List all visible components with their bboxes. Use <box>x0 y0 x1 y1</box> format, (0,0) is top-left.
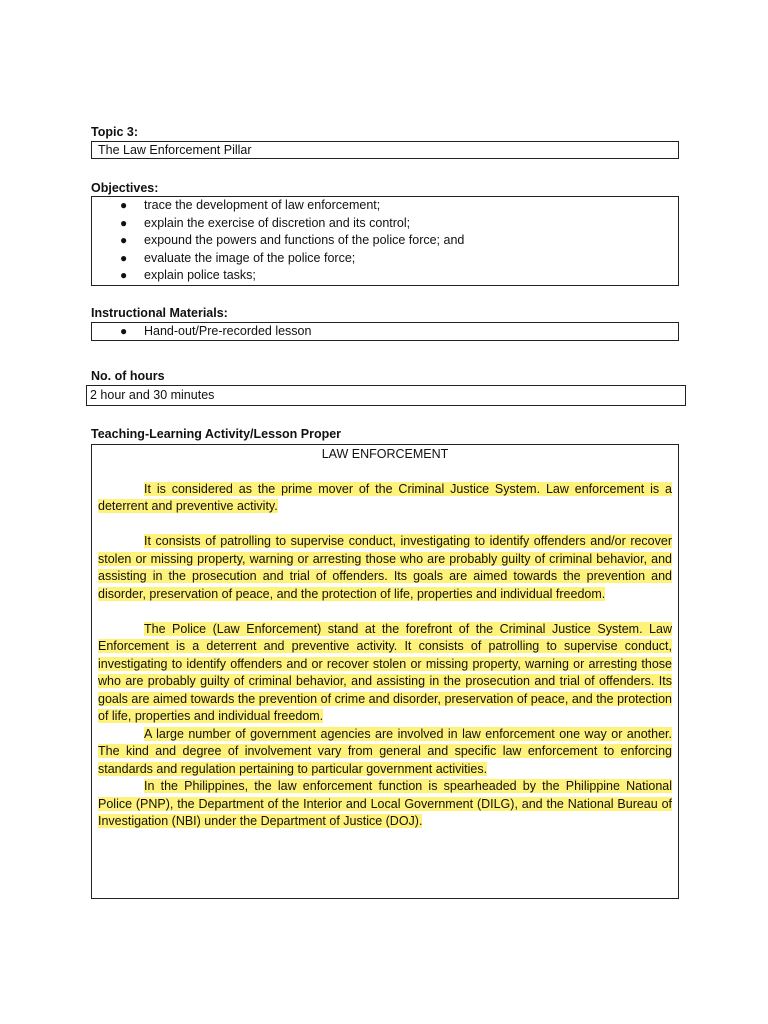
lesson-paragraph-2 <box>98 533 672 603</box>
highlighted-text: The Police (Law Enforcement) stand at the forefront of the Criminal Justice System. Law Enforcement is a deterrent and preventive activity. It consists of patrolling to supervise conduct, investigating to identify offenders and or recover stolen or missing property, warning or arresting those who are probably guilty of criminal behavior, and assisting in the prosecution and trial of offenders. Its goals are aimed towards the prevention of crime and disorder, preservation of peace, and the protection of life, properties and individual freedom. <box>98 621 672 723</box>
highlighted-text: It is considered as the prime mover of the Criminal Justice System. Law enforcement is a deterrent and preventive activity. <box>98 481 672 513</box>
bullet-icon: ● <box>120 233 128 247</box>
highlighted-text: In the Philippines, the law enforcement function is spearheaded by the Philippine National Police (PNP), the Department of the Interior and Local Government (DILG), and the National Bureau of Investigation (NBI) under the Department of Justice (DOJ). <box>98 779 672 828</box>
list-item <box>92 197 678 215</box>
lesson-heading: LAW ENFORCEMENT <box>321 447 449 461</box>
hours-value: 2 hour and 30 minutes <box>90 388 215 402</box>
objective-text: explain the exercise of discretion and its control; <box>144 215 411 230</box>
bullet-icon: ● <box>120 215 128 230</box>
lesson-box <box>91 444 679 899</box>
highlighted-text: A large number of government agencies are involved in law enforcement one way or another. The kind and degree of involvement vary from general and specific law enforcement to enforcing standards and regulation pertaining to particular government activities. <box>98 726 672 776</box>
objective-text: trace the development of law enforcement; <box>144 198 381 212</box>
materials-box <box>91 322 679 341</box>
bullet-icon: ● <box>120 268 128 282</box>
topic-label: Topic 3: <box>91 125 138 139</box>
highlighted-text: It consists of patrolling to supervise conduct, investigating to identify offenders and/or recover stolen or missing property, warning or arresting those who are probably guilty of criminal behavior, and assisting in the prosecution and trial of offenders. Its goals are aimed towards the prevention and disorder, preservation of peace, and the protection of life, properties and individual freedom. <box>98 534 672 601</box>
lesson-paragraph-5 <box>98 778 672 831</box>
topic-box <box>91 141 679 159</box>
lesson-paragraph-4 <box>98 726 672 779</box>
list-item <box>92 232 678 250</box>
materials-label: Instructional Materials: <box>91 306 228 320</box>
objective-text: expound the powers and functions of the police force; and <box>144 233 465 247</box>
bullet-icon: ● <box>120 250 128 265</box>
objectives-box <box>91 196 679 286</box>
objective-text: explain police tasks; <box>144 268 256 282</box>
material-text: Hand-out/Pre-recorded lesson <box>144 324 312 338</box>
bullet-icon: ● <box>120 198 128 212</box>
list-item <box>92 215 678 233</box>
list-item <box>92 267 678 285</box>
list-item <box>92 323 678 341</box>
materials-list <box>92 323 678 341</box>
topic-value: The Law Enforcement Pillar <box>98 143 252 157</box>
bullet-icon: ● <box>120 324 128 338</box>
lesson-paragraph-1 <box>98 481 672 516</box>
objective-text: evaluate the image of the police force; <box>144 250 356 265</box>
lesson-label: Teaching-Learning Activity/Lesson Proper <box>91 427 342 441</box>
list-item <box>92 250 678 268</box>
hours-box <box>86 385 686 406</box>
hours-label: No. of hours <box>91 369 165 383</box>
lesson-paragraph-3 <box>98 621 672 726</box>
objectives-label: Objectives: <box>91 181 159 195</box>
objectives-list <box>92 197 678 285</box>
